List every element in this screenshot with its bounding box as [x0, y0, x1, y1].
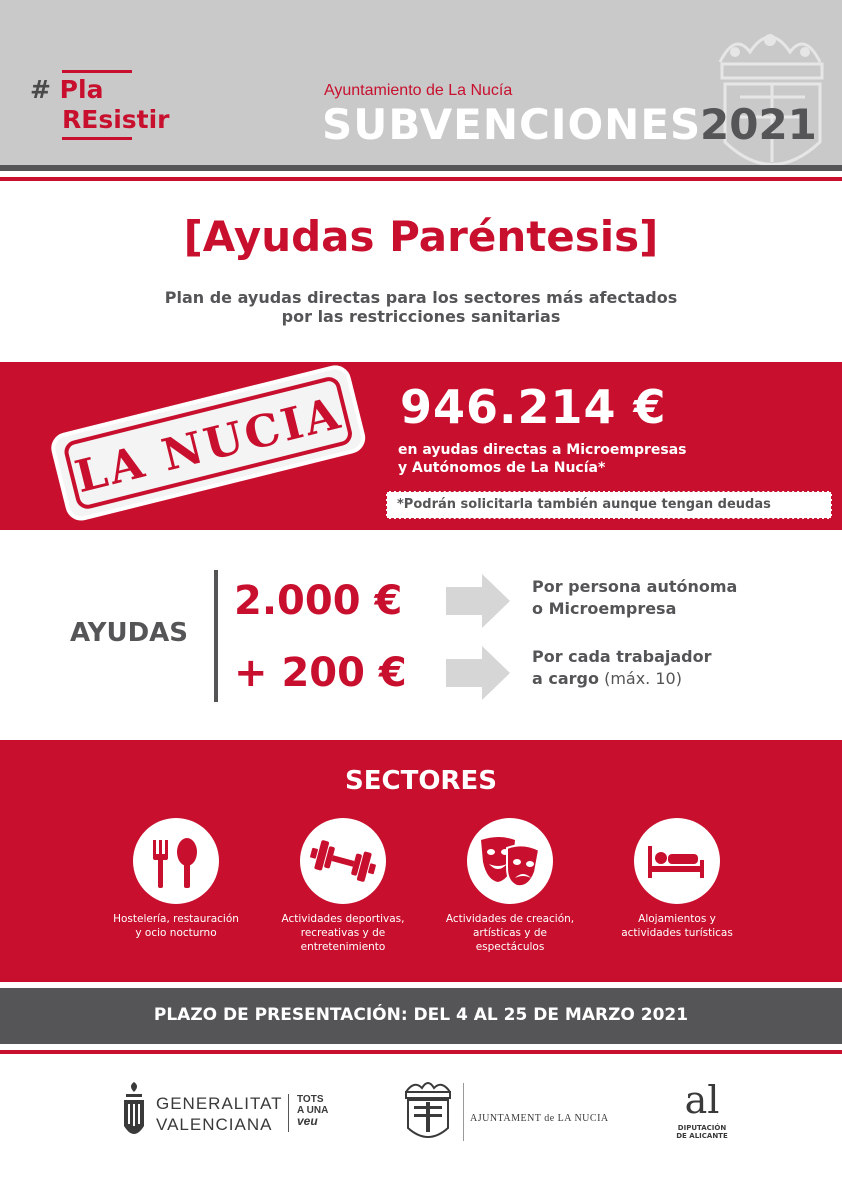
ajuntament-name: AJUNTAMENT de LA NUCIA — [470, 1113, 609, 1124]
ayuda-desc-2-line2: a cargo — [532, 669, 599, 688]
debt-note: *Podrán solicitarla también aunque tengan deudas — [386, 491, 832, 519]
ayuda-desc-2-line1: Por cada trabajador — [532, 647, 712, 666]
program-year: 2021 — [700, 100, 817, 149]
ayuda-desc-1 — [532, 576, 737, 620]
ayudas-label: AYUDAS — [70, 618, 189, 648]
pla-resistir-logo — [30, 70, 170, 140]
sector-label-4 — [602, 912, 752, 940]
gv-line1: GENERALITAT — [156, 1094, 283, 1113]
cutlery-icon — [133, 818, 219, 904]
bed-icon — [634, 818, 720, 904]
deadline-text: PLAZO DE PRESENTACIÓN: DEL 4 AL 25 DE MARZO 2021 — [153, 1005, 689, 1025]
municipality-name: Ayuntamiento de La Nucía — [324, 82, 513, 99]
subtitle-line2: por las restricciones sanitarias — [281, 307, 561, 326]
page-title: [Ayudas Paréntesis] — [183, 212, 659, 261]
sector-4-line1: Alojamientos y — [638, 913, 716, 925]
sector-1-line2: y ocio nocturno — [135, 927, 217, 939]
hashtag-symbol: # — [30, 75, 51, 104]
sector-label-1 — [101, 912, 251, 940]
deadline-divider — [0, 1050, 842, 1054]
dip-line1: DIPUTACIÓN — [677, 1124, 727, 1132]
sector-3-line1: Actividades de creación, — [445, 913, 575, 925]
program-title: SUBVENCIONES — [322, 100, 702, 149]
stamp-text: LA NUCIA — [70, 387, 348, 504]
ayuda-value-1: 2.000 € — [234, 578, 403, 624]
hashtag-line2: REsistir — [62, 105, 170, 134]
ayuda-desc-2-extra: (máx. 10) — [598, 669, 682, 688]
page-subtitle — [0, 288, 842, 326]
sector-3-line3: espectáculos — [475, 941, 545, 953]
la-nucia-coat-of-arms-icon — [400, 1078, 456, 1146]
diputacion-logo-mark: al — [684, 1078, 720, 1122]
sector-2-line2: recreativas y de — [300, 927, 386, 939]
tots-line1: TOTS — [297, 1094, 324, 1105]
gv-separator — [288, 1094, 289, 1132]
tots-line3: veu — [297, 1114, 318, 1128]
budget-desc-line1: en ayudas directas a Microempresas — [398, 442, 687, 458]
header-divider-red — [0, 177, 842, 181]
budget-desc-line2: y Autónomos de La Nucía* — [398, 460, 606, 476]
sectors-title: SECTORES — [345, 766, 497, 796]
ajuntament-separator — [463, 1083, 464, 1141]
tots-a-una-veu — [297, 1094, 328, 1127]
dumbbell-icon — [300, 818, 386, 904]
ayuda-desc-2 — [532, 646, 711, 690]
dip-line2: DE ALICANTE — [676, 1132, 728, 1140]
arrow-right-icon — [446, 646, 510, 700]
budget-amount: 946.214 € — [400, 380, 667, 434]
sector-1-line1: Hostelería, restauración — [113, 913, 239, 925]
diputacion-name — [672, 1124, 732, 1140]
sector-3-line2: artísticas y de — [473, 927, 547, 939]
generalitat-valenciana-logo-icon — [118, 1080, 150, 1146]
ayuda-desc-1-line1: Por persona autónoma — [532, 577, 738, 596]
sector-2-line3: entretenimiento — [300, 941, 386, 953]
sector-4-line2: actividades turísticas — [621, 927, 733, 939]
ayudas-divider — [214, 570, 218, 702]
hashtag-line1: Pla — [59, 75, 104, 104]
subtitle-line1: Plan de ayudas directas para los sectores más afectados — [164, 288, 678, 307]
gv-line2: VALENCIANA — [156, 1115, 273, 1134]
budget-description — [398, 441, 686, 477]
la-nucia-stamp — [38, 362, 378, 522]
ayuda-value-2: + 200 € — [234, 650, 407, 696]
arrow-right-icon — [446, 574, 510, 628]
generalitat-valenciana-name — [156, 1093, 283, 1135]
theater-masks-icon — [467, 818, 553, 904]
ayuda-desc-1-line2: o Microempresa — [532, 599, 677, 618]
tots-line2: A UNA — [297, 1105, 329, 1116]
sector-label-3 — [435, 912, 585, 954]
sector-label-2 — [268, 912, 418, 954]
sector-2-line1: Actividades deportivas, — [281, 913, 405, 925]
